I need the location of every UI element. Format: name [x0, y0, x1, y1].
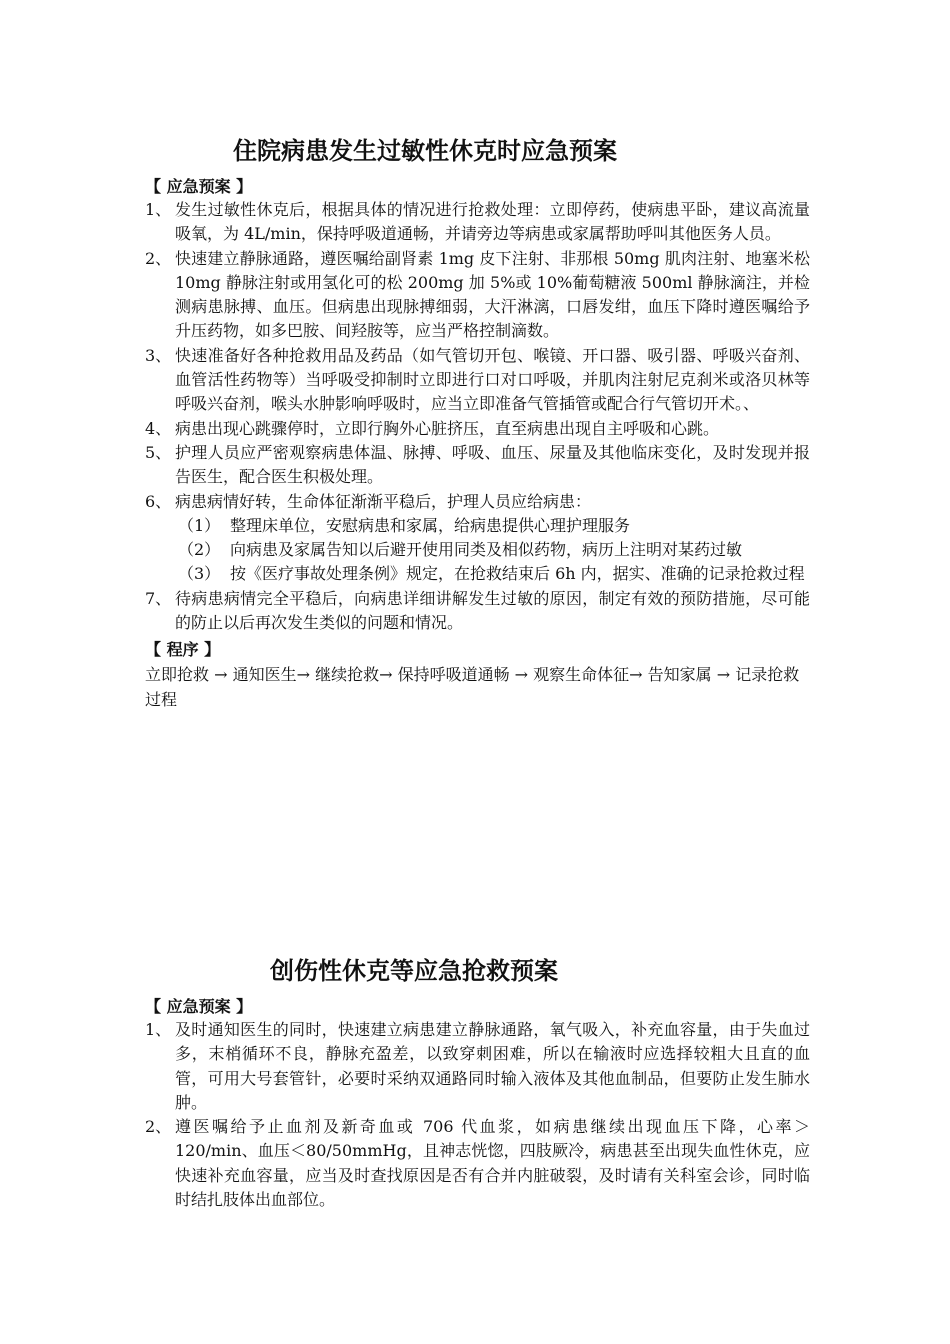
- section1-procedure-label: 【 程序 】: [145, 640, 221, 660]
- item-number: 7、: [145, 588, 172, 608]
- list-item: [145, 247, 810, 344]
- item-text: 待病患病情完全平稳后，向病患详细讲解发生过敏的原因，制定有效的预防措施，尽可能的防止以后再次发生类似的问题和情况。: [175, 588, 810, 633]
- item-text: 遵医嘱给予止血剂及新奇血或 706 代血浆，如病患继续出现血压下降，心率＞120/min、血压＜80/50mmHg，且神志恍惚，四肢厥冷，病患甚至出现失血性休克，应快速补充血容量，应当及时查找原因是否有合并内脏破裂，及时请有关科室会诊，同时临时结扎肢体出血部位。: [175, 1117, 810, 1210]
- item-number: 6、: [145, 491, 172, 511]
- section-anaphylactic-shock: [145, 136, 810, 712]
- sub-list-item: [145, 562, 810, 586]
- item-text: 病患病情好转，生命体征渐渐平稳后，护理人员应给病患：: [175, 491, 592, 511]
- list-item: [145, 1018, 810, 1115]
- item-number: 5、: [145, 442, 172, 462]
- item-number: 4、: [145, 418, 172, 438]
- list-item: [145, 417, 810, 441]
- procedure-flow: 立即抢救 → 通知医生→ 继续抢救→ 保持呼吸道通畅 → 观察生命体征→ 告知家属 → 记录抢救过程: [145, 665, 800, 709]
- list-item: [145, 490, 810, 514]
- section2-plan-label: 【 应急预案 】: [145, 997, 253, 1016]
- section1-title: 住院病患发生过敏性休克时应急预案: [233, 136, 617, 165]
- sub-item-text: 按《医疗事故处理条例》规定，在抢救结束后 6h 内，据实、准确的记录抢救过程: [230, 564, 805, 584]
- sub-item-number: （2）: [178, 540, 221, 560]
- list-item: [145, 587, 810, 636]
- sub-item-text: 向病患及家属告知以后避开使用同类及相似药物，病历上注明对某药过敏: [230, 540, 743, 560]
- sub-item-number: （1）: [178, 515, 221, 535]
- item-text: 病患出现心跳骤停时，立即行胸外心脏挤压，直至病患出现自主呼吸和心跳。: [175, 418, 720, 438]
- item-number: 2、: [145, 248, 172, 268]
- section2-title: 创伤性休克等应急抢救预案: [270, 956, 558, 985]
- item-number: 1、: [145, 1020, 172, 1039]
- item-text: 护理人员应严密观察病患体温、脉搏、呼吸、血压、尿量及其他临床变化，及时发现并报告医生，配合医生积极处理。: [175, 442, 810, 487]
- section1-plan-label: 【 应急预案 】: [145, 177, 253, 196]
- list-item: [145, 198, 810, 247]
- item-text: 快速准备好各种抢救用品及药品（如气管切开包、喉镜、开口器、吸引器、呼吸兴奋剂、血管活性药物等）当呼吸受抑制时立即进行口对口呼吸，并肌肉注射尼克刹米或洛贝林等呼吸兴奋剂，喉头水肿影响呼吸时，应当立即准备气管插管或配合行气管切开术。、: [175, 345, 810, 414]
- item-number: 1、: [145, 200, 172, 219]
- sub-item-text: 整理床单位，安慰病患和家属，给病患提供心理护理服务: [230, 515, 631, 535]
- sub-list-item: [145, 514, 810, 538]
- list-item: [145, 1115, 810, 1212]
- item-number: 2、: [145, 1117, 172, 1137]
- item-text: 发生过敏性休克后，根据具体的情况进行抢救处理：立即停药，使病患平卧，建议高流量吸氧，为 4L/min，保持呼吸道通畅，并请旁边等病患或家属帮助呼叫其他医务人员。: [175, 200, 810, 244]
- list-item: [145, 441, 810, 490]
- item-text: 及时通知医生的同时，快速建立病患建立静脉通路，氧气吸入，补充血容量，由于失血过多，末梢循环不良，静脉充盈差，以致穿刺困难，所以在输液时应选择较粗大且直的血管，可用大号套管针，必要时采纳双通路同时输入液体及其他血制品，但要防止发生肺水肿。: [175, 1020, 810, 1112]
- section-traumatic-shock: [145, 956, 810, 1212]
- sub-list-item: [145, 538, 810, 562]
- sub-item-number: （3）: [178, 564, 221, 584]
- list-item: [145, 344, 810, 417]
- item-number: 3、: [145, 345, 172, 365]
- item-text: 快速建立静脉通路，遵医嘱给副肾素 1mg 皮下注射、非那根 50mg 肌肉注射、地塞米松 10mg 静脉注射或用氢化可的松 200mg 加 5%或 10%葡萄糖液 500ml 静脉滴注，并检测病患脉搏、血压。但病患出现脉搏细弱，大汗淋漓，口唇发绀，血压下降时遵医嘱给予升压药物，如多巴胺、间羟胺等，应当严格控制滴数。: [175, 248, 810, 341]
